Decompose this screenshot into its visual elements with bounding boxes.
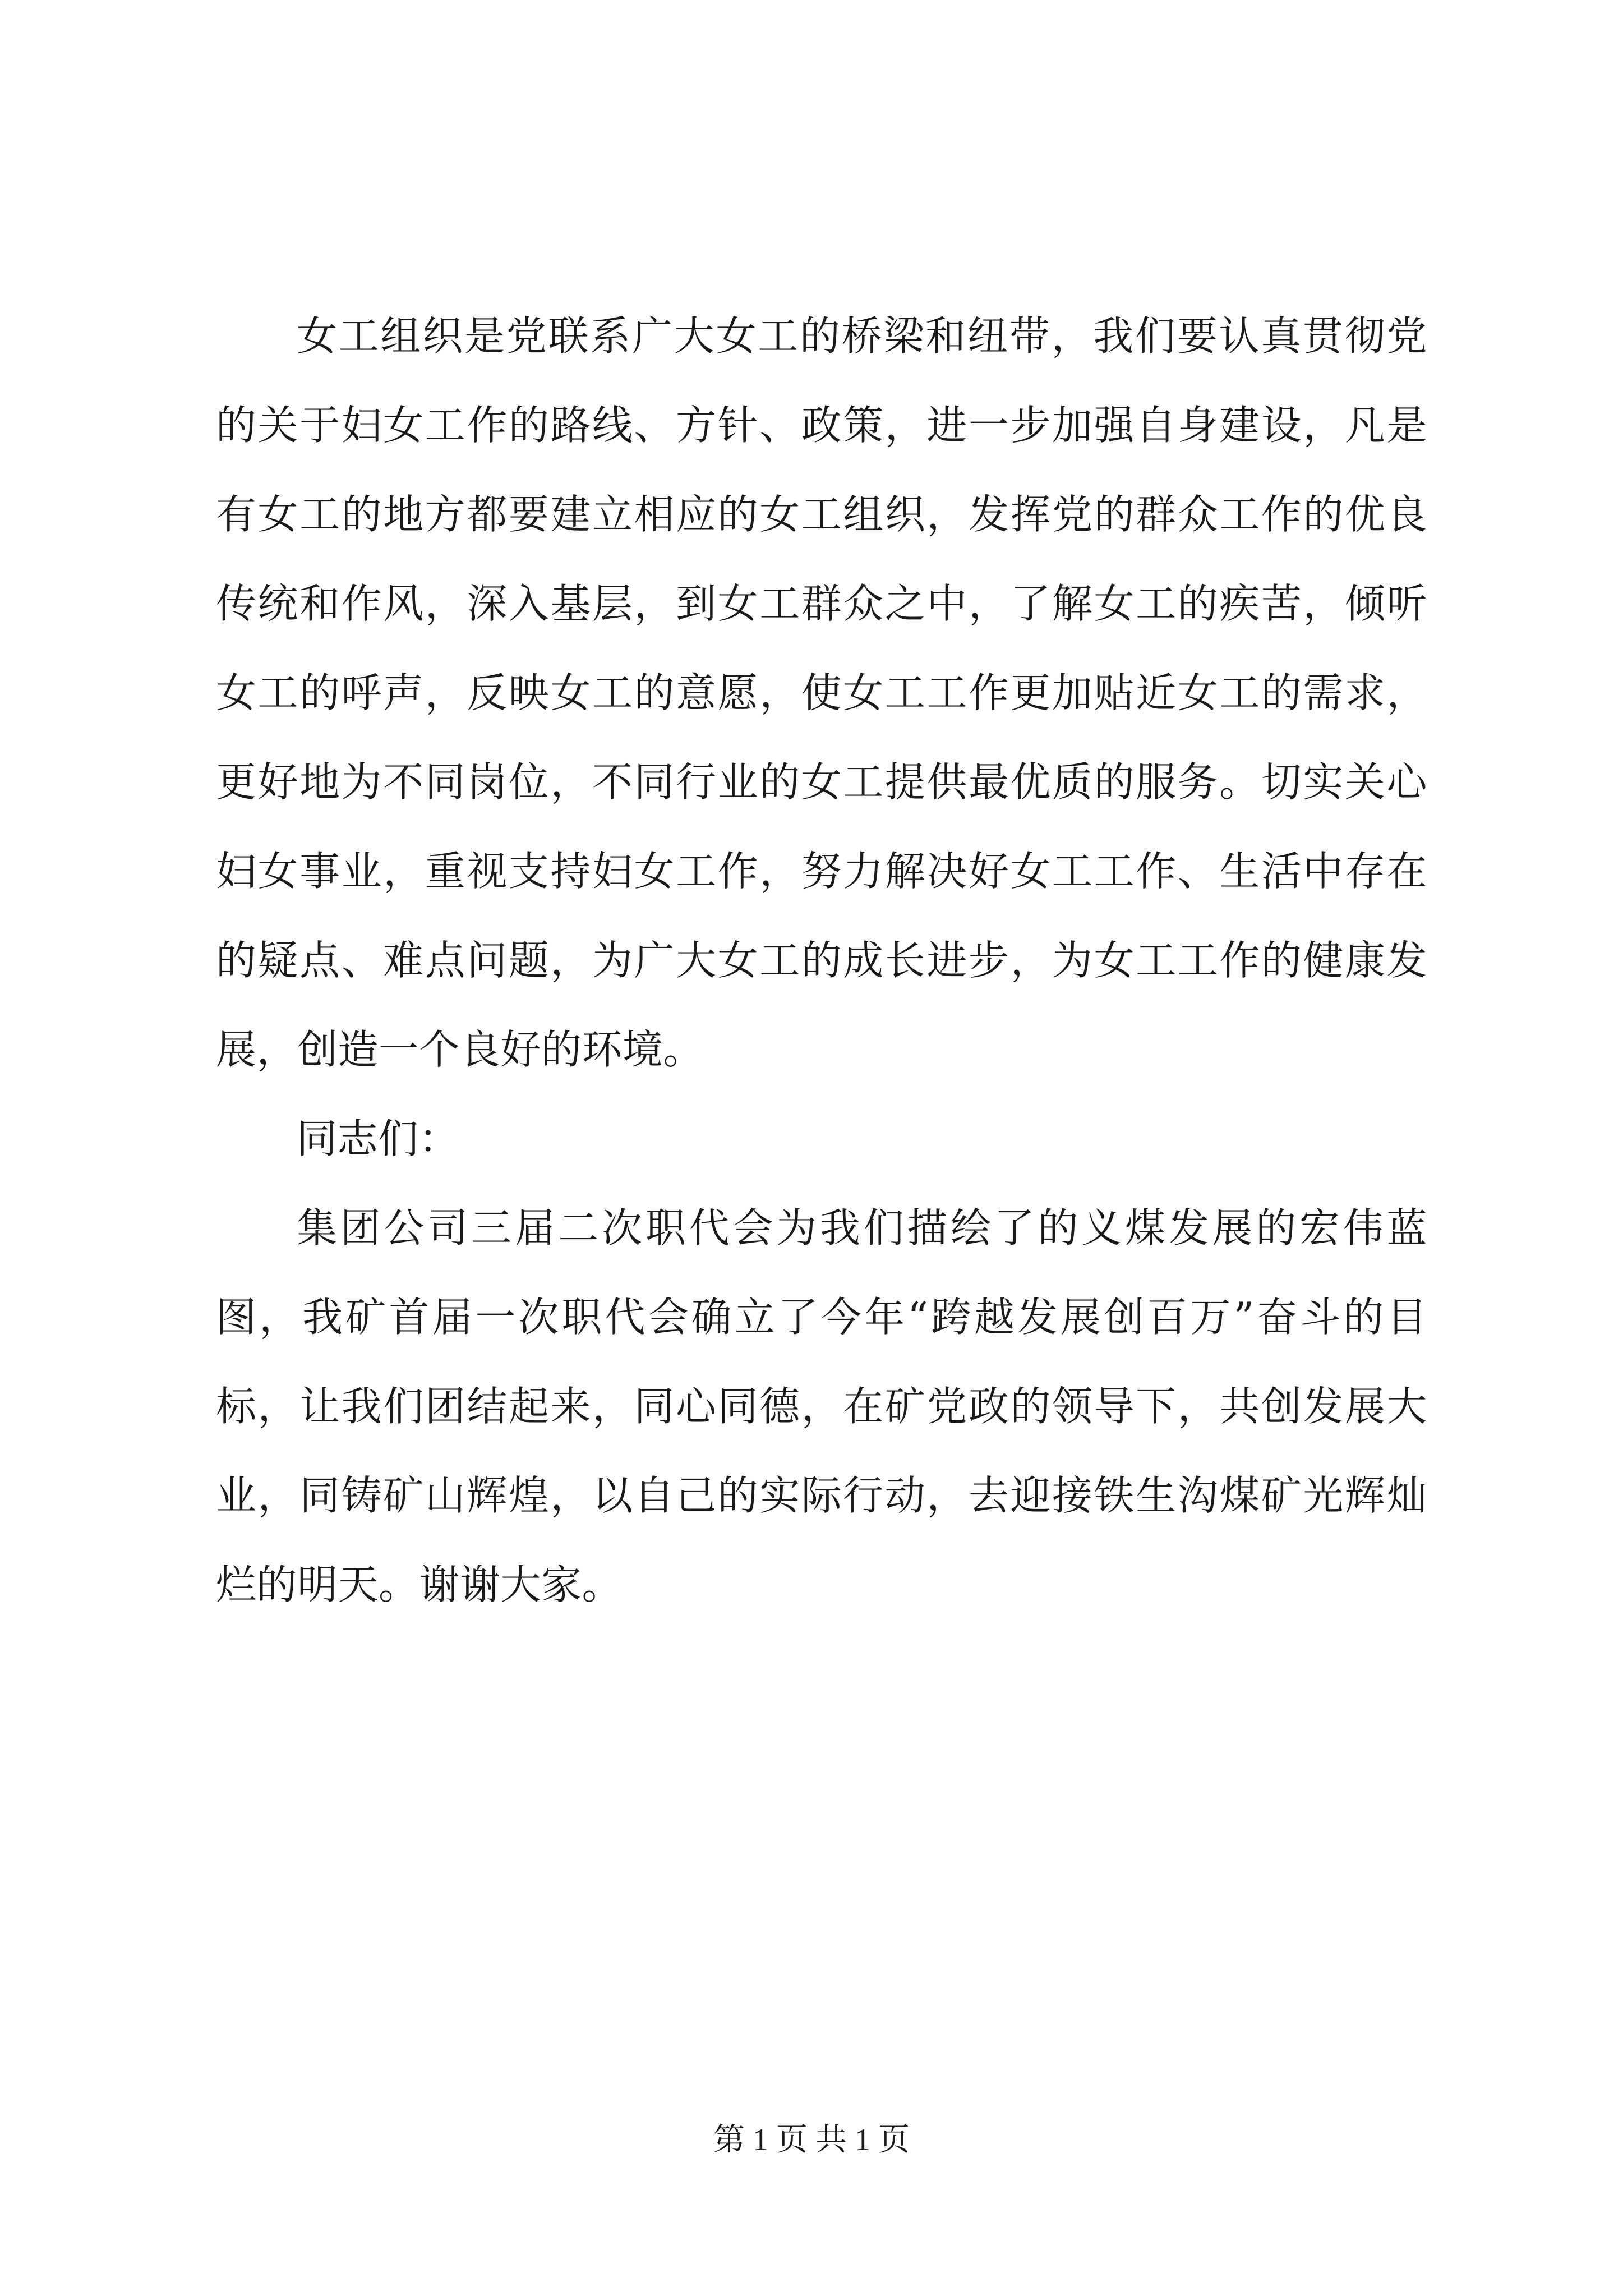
page-number-footer: 第 1 页 共 1 页 — [713, 2123, 910, 2157]
paragraph-closing: 集团公司三届二次职代会为我们描绘了的义煤发展的宏伟蓝图，我矿首届一次职代会确立了今年“跨越发展创百万”奋斗的目标，让我们团结起来，同心同德，在矿党政的领导下，共创发展大业，同铸矿山辉煌，以自己的实际行动，去迎接铁生沟煤矿光辉灿烂的明天。谢谢大家。 — [216, 1204, 1427, 1608]
paragraph-women-workers-organization: 女工组织是党联系广大女工的桥梁和纽带，我们要认真贯彻党的关于妇女工作的路线、方针、政策，进一步加强自身建设，凡是有女工的地方都要建立相应的女工组织，发挥党的群众工作的优良传统和作风，深入基层，到女工群众之中，了解女工的疾苦，倾听女工的呼声，反映女工的意愿，使女工工作更加贴近女工的需求，更好地为不同岗位，不同行业的女工提供最优质的服务。切实关心妇女事业，重视支持妇女工作，努力解决好女工工作、生活中存在的疑点、难点问题，为广大女工的成长进步，为女工工作的健康发展，创造一个良好的环境。 — [216, 312, 1427, 1073]
document-body — [216, 292, 1427, 1630]
paragraph-salutation: 同志们： — [297, 1115, 460, 1162]
